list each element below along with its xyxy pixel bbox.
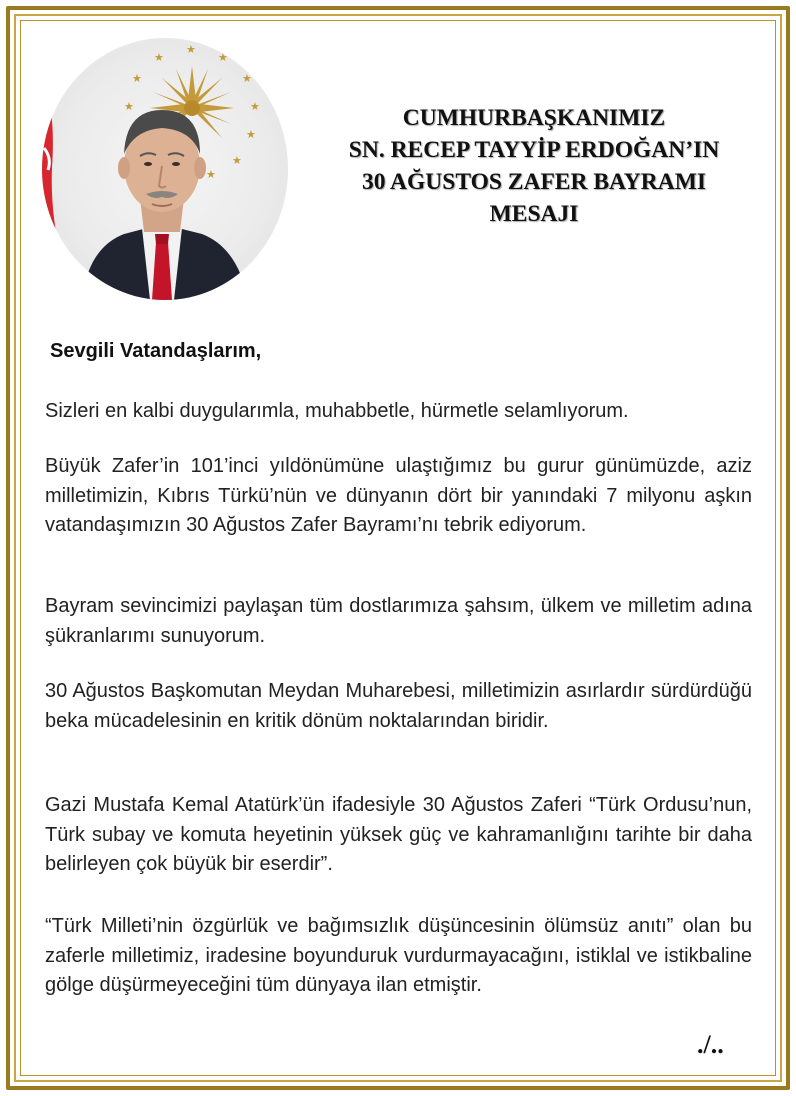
svg-text:★: ★ — [154, 52, 164, 64]
title-line: CUMHURBAŞKANIMIZ — [402, 105, 666, 131]
svg-text:★: ★ — [132, 73, 142, 85]
svg-text:★: ★ — [206, 169, 216, 181]
svg-text:★: ★ — [250, 101, 260, 113]
page-title — [300, 102, 768, 230]
title-line: 30 AĞUSTOS ZAFER BAYRAMI — [361, 169, 707, 195]
paragraph: 30 Ağustos Başkomutan Meydan Muharebesi, milletimizin asırlardır sürdürdüğü beka mücadelesinin en kritik dönüm noktalarından biridir. — [45, 680, 752, 732]
paragraph: Bayram sevincimizi paylaşan tüm dostlarımıza şahsım, ülkem ve milletim adına şükranlarımı sunuyorum. — [45, 595, 752, 647]
svg-text:★: ★ — [242, 73, 252, 85]
continuation-mark: ./.. — [697, 1030, 724, 1059]
paragraph: “Türk Milleti’nin özgürlük ve bağımsızlık düşüncesinin ölümsüz anıtı” olan bu zaferle milletimiz, iradesine boyunduruk vurdurmayacağını, istiklal ve istikbaline gölge düşürmeyeceğini tüm dünyaya ilan etmiştir. — [45, 915, 752, 996]
greeting: Sevgili Vatandaşlarım, — [50, 340, 262, 362]
paragraph: Büyük Zafer’in 101’inci yıldönümüne ulaştığımız bu gurur günümüzde, aziz milletimizin, Kıbrıs Türkü’nün ve dünyanın dört bir yanındaki 7 milyonu aşkın vatandaşımızın 30 Ağustos Zafer Bayramı’nı tebrik ediyorum. — [45, 455, 752, 536]
flag-icon — [42, 78, 64, 278]
title-line: MESAJI — [489, 201, 579, 227]
presidential-portrait — [42, 38, 288, 300]
svg-text:★: ★ — [124, 101, 134, 113]
svg-text:★: ★ — [186, 44, 196, 56]
paragraph: Gazi Mustafa Kemal Atatürk’ün ifadesiyle 30 Ağustos Zaferi “Türk Ordusu’nun, Türk subay ve komuta heyetinin yüksek güç ve kahramanlığını tarihte bir daha belirleyen çok büyük bir eserdir”. — [45, 794, 752, 875]
svg-text:★: ★ — [246, 129, 256, 141]
svg-text:★: ★ — [232, 155, 242, 167]
svg-text:★: ★ — [218, 52, 228, 64]
paragraph: Sizleri en kalbi duygularımla, muhabbetle, hürmetle selamlıyorum. — [45, 400, 629, 422]
title-line: SN. RECEP TAYYİP ERDOĞAN’IN — [348, 137, 720, 163]
